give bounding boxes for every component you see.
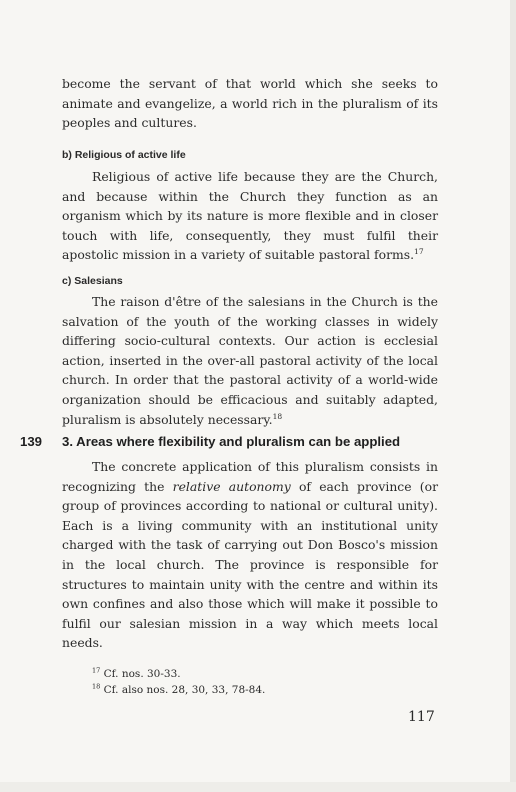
footnote-ref-18: 18 (272, 411, 283, 421)
relative-autonomy-emphasis: relative autonomy (172, 478, 291, 494)
section-b-text: Religious of active life because they are the Church, and because within the Church they function as an organism which by its nature is more flexible and in closer touch with life, consequently, they must fulfil their apostolic mission in a variety of suitable pastoral forms. (62, 169, 438, 263)
section-c-heading: c) Salesians (62, 275, 123, 287)
footnote-text: Cf. nos. 30-33. (103, 668, 181, 680)
footnote-18 (92, 683, 265, 697)
footnote-ref-17: 17 (414, 247, 424, 257)
section-c-text: The raison d'être of the salesians in the Church is the salvation of the youth of the working classes in widely differing socio-cultural contexts. Our action is ecclesial action, inserted in the over-all pastoral activity of the local church. In order that the pastoral activity of a world-wide organization should be efficacious and suitably adapted, pluralism is absolutely necessary. (62, 294, 438, 427)
page-edge-bottom (0, 782, 516, 792)
footnote-text: Cf. also nos. 28, 30, 33, 78-84. (103, 684, 266, 696)
section-c-paragraph (62, 292, 438, 429)
intro-paragraph: become the servant of that world which she seeks to animate and evangelize, a world rich in the pluralism of its peoples and cultures. (62, 76, 438, 131)
section-b-paragraph (62, 167, 438, 265)
page-number: 117 (408, 709, 435, 725)
margin-number: 139 (20, 434, 43, 449)
section-3-text-after: of each province (or group of provinces according to national or cultural unity). Each is a living community with an institutional unity charged with the task of carrying out Don Bosco's mission in the local church. The province is responsible for structures to maintain unity with the centre and within its own confines and also those which will make it possible to fulfil our salesian mission in a way which meets local needs. (62, 478, 438, 651)
footnote-mark: 17 (92, 666, 101, 675)
footnote-17 (92, 667, 181, 681)
footnote-mark: 18 (92, 682, 101, 691)
section-b-heading: b) Religious of active life (62, 149, 186, 161)
page-edge-right (510, 0, 516, 792)
section-3-text-before: The concrete application of this pluralism consists in recognizing the (62, 459, 438, 494)
section-3-paragraph (62, 457, 438, 653)
section-3-heading: 3. Areas where flexibility and pluralism can be applied (62, 434, 401, 449)
